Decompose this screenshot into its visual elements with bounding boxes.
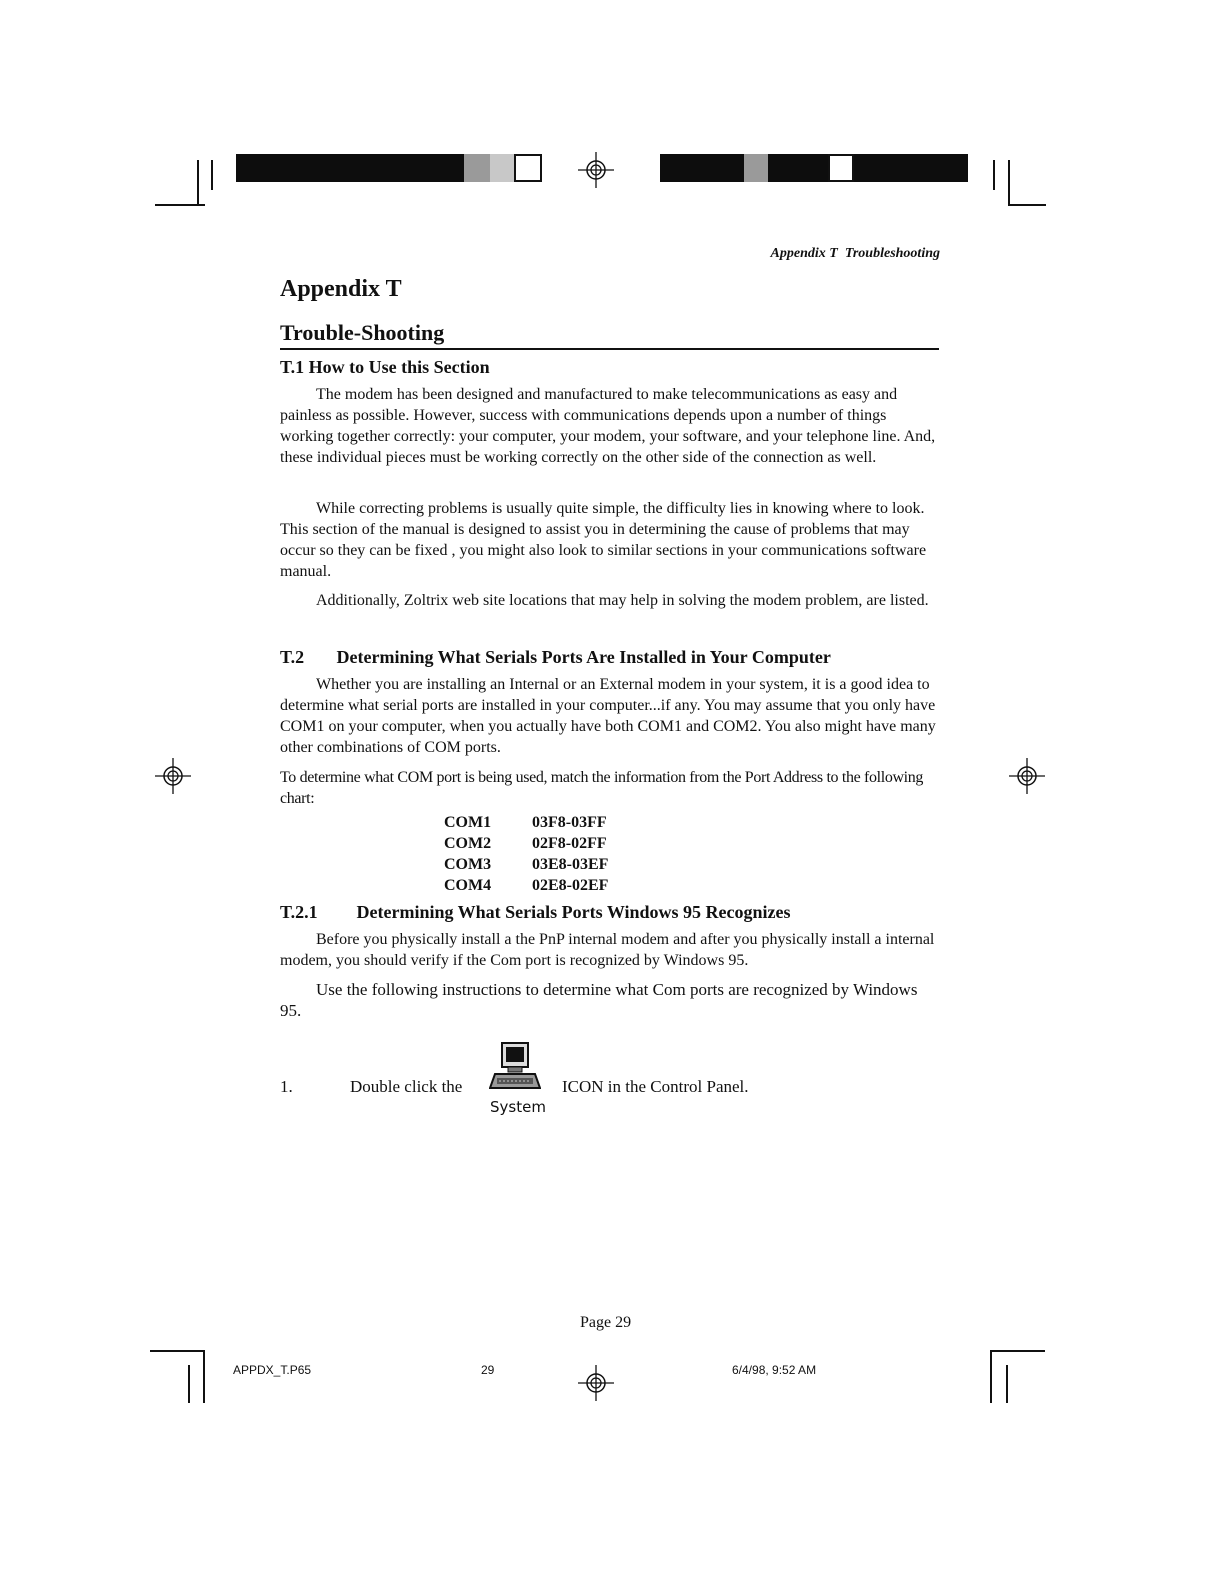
registration-bar-left (236, 154, 464, 182)
crop-mark (211, 160, 213, 190)
table-row (444, 854, 608, 875)
com-port-address: 03E8-03EF (532, 856, 609, 873)
crop-mark (1008, 160, 1010, 206)
chapter-title: Trouble-Shooting (280, 320, 445, 345)
section-t21-title: Determining What Serials Ports Windows 95 Recognizes (356, 902, 791, 922)
crop-mark (197, 160, 199, 206)
table-row (444, 875, 608, 896)
section-t1-paragraph-2: While correcting problems is usually quite simple, the difficulty lies in knowing where to look. This section of the manual is designed to assist you in determining the cause of problems that may occur so they can be fixed , you might also look to similar sections in your communications software manual. (280, 500, 927, 580)
registration-target-icon (578, 1365, 614, 1401)
registration-bar-right (660, 154, 744, 182)
step-text-before: Double click the (350, 1077, 463, 1096)
com-port-address: 02F8-02FF (532, 835, 607, 852)
com-port-name: COM4 (444, 877, 492, 894)
page-number: Page 29 (580, 1314, 632, 1331)
com-port-name: COM3 (444, 856, 492, 873)
crop-mark (990, 1350, 992, 1403)
section-t1-heading: T.1 How to Use this Section (280, 357, 490, 377)
section-t2-paragraph: Whether you are installing an Internal or an External modem in your system, it is a good idea to determine what serial ports are installed in your computer...if any. You may assume that you only have COM1 on your computer, when you actually have both COM1 and COM2. You also might have many other combinations of COM ports. (280, 676, 936, 756)
section-t21-heading (280, 902, 791, 923)
section-t2-heading (280, 647, 831, 668)
crop-mark (203, 1350, 205, 1403)
registration-bar-right-end (854, 154, 968, 182)
section-t1-paragraph-3: Additionally, Zoltrix web site locations that may help in solving the modem problem, are listed. (316, 592, 929, 609)
section-t2-chart-intro: To determine what COM port is being used, match the information from the Port Address to the following chart: (280, 769, 924, 807)
registration-bar-right-white (828, 154, 854, 182)
registration-bar-right-gray (744, 154, 768, 182)
com-port-name: COM2 (444, 835, 492, 852)
registration-target-icon (1009, 758, 1045, 794)
registration-bar-left-light (490, 154, 514, 182)
section-t21-paragraph-2: Use the following instructions to determine what Com ports are recognized by Windows 95. (280, 980, 918, 1020)
crop-mark (188, 1365, 190, 1403)
com-port-address: 03F8-03FF (532, 814, 607, 831)
slug-filename: APPDX_T.P65 (233, 1363, 312, 1377)
registration-target-icon (155, 758, 191, 794)
system-computer-icon[interactable] (489, 1042, 541, 1094)
com-port-name: COM1 (444, 814, 492, 831)
appendix-title: Appendix T (280, 276, 402, 302)
registration-target-icon (578, 152, 614, 188)
table-row (444, 833, 608, 854)
running-head: Appendix T Troubleshooting (770, 246, 940, 261)
system-icon-label: System (490, 1098, 546, 1116)
table-row (444, 812, 608, 833)
registration-bar-right-dark (768, 154, 828, 182)
crop-mark (993, 160, 995, 190)
section-t2-number: T.2 (280, 647, 305, 667)
registration-bar-left-white (514, 154, 542, 182)
section-t2-title: Determining What Serials Ports Are Installed in Your Computer (336, 647, 831, 667)
section-t21-number: T.2.1 (280, 902, 318, 922)
slug-timestamp: 6/4/98, 9:52 AM (732, 1363, 817, 1377)
crop-mark (150, 1350, 205, 1352)
title-rule (280, 348, 939, 350)
section-t21-paragraph-1: Before you physically install a the PnP internal modem and after you physically install a internal modem, you should verify if the Com port is recognized by Windows 95. (280, 931, 935, 969)
com-port-address: 02E8-02EF (532, 877, 609, 894)
registration-bar-left-gray (464, 154, 490, 182)
step-number: 1. (280, 1077, 293, 1096)
slug-page: 29 (481, 1363, 495, 1377)
crop-mark (1008, 204, 1046, 206)
crop-mark (1006, 1365, 1008, 1403)
com-port-table (444, 812, 608, 896)
step-text-after: ICON in the Control Panel. (562, 1077, 749, 1096)
section-t1-paragraph-1: The modem has been designed and manufactured to make telecommunications as easy and painless as possible. However, success with communications depends upon a number of things working together correctly: your computer, your modem, your software, and your telephone line. And, these individual pieces must be working correctly on the other side of the connection as well. (280, 386, 936, 466)
crop-mark (990, 1350, 1045, 1352)
